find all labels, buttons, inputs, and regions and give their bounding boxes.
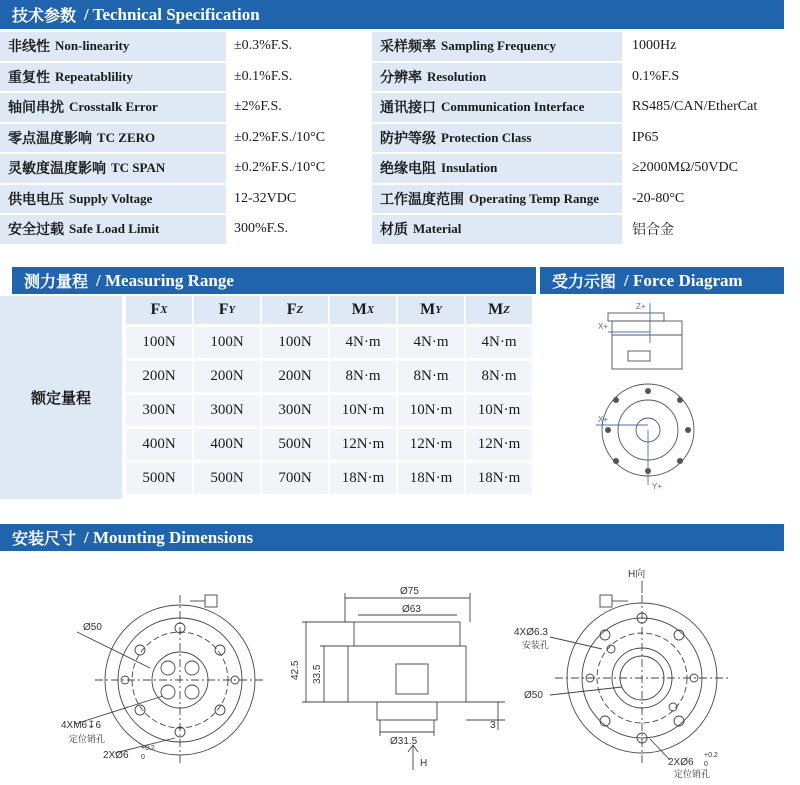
mid-d75-label: Ø75 bbox=[400, 586, 419, 597]
right-pin-dim-label: 2XØ6 bbox=[668, 757, 694, 768]
tech-spec-header bbox=[0, 0, 784, 29]
range-row bbox=[126, 395, 534, 429]
mount-drawing-left bbox=[55, 560, 275, 780]
x-axis-label-top: X+ bbox=[598, 322, 609, 331]
range-cell: 12N·m bbox=[398, 429, 464, 460]
spec-value: IP65 bbox=[624, 124, 778, 153]
spec-value: 12-32VDC bbox=[228, 185, 370, 214]
range-grid bbox=[126, 296, 534, 497]
mount-drawing-right bbox=[510, 565, 780, 780]
range-row bbox=[126, 361, 534, 395]
range-cell: 4N·m bbox=[466, 327, 532, 358]
range-cell: 18N·m bbox=[398, 463, 464, 494]
col-header: F Y bbox=[194, 296, 260, 324]
range-cell: 300N bbox=[126, 395, 192, 426]
spec-value: 300%F.S. bbox=[228, 215, 370, 244]
spec-label: 防护等级 Protection Class bbox=[372, 124, 622, 153]
range-cell: 8N·m bbox=[398, 361, 464, 392]
mid-h335-label: 33.5 bbox=[312, 664, 323, 684]
spec-label: 轴间串扰 Crosstalk Error bbox=[0, 93, 226, 122]
measuring-range-table bbox=[0, 296, 536, 499]
spec-label: 非线性 Non-linearity bbox=[0, 32, 226, 61]
rated-range-label: 额定量程 bbox=[0, 296, 122, 499]
range-row bbox=[126, 327, 534, 361]
spec-value: ±0.2%F.S./10°C bbox=[228, 154, 370, 183]
spec-row bbox=[0, 185, 784, 216]
mid-d63-label: Ø63 bbox=[402, 604, 421, 615]
left-pin-dim-label: 2XØ6 bbox=[103, 750, 129, 761]
range-header bbox=[12, 267, 536, 294]
z-axis-label: Z+ bbox=[636, 302, 646, 311]
force-header bbox=[540, 267, 784, 294]
right-tol-top: +0.2 bbox=[704, 752, 718, 759]
spec-label: 零点温度影响 TC ZERO bbox=[0, 124, 226, 153]
col-header: M Z bbox=[466, 296, 532, 324]
y-axis-label: Y+ bbox=[652, 482, 663, 491]
range-cell: 400N bbox=[126, 429, 192, 460]
spec-value: 铝合金 bbox=[624, 215, 778, 244]
spec-value: 0.1%F.S bbox=[624, 63, 778, 92]
spec-label: 分辨率 Resolution bbox=[372, 63, 622, 92]
mid-h-label: H bbox=[420, 758, 428, 769]
tech-spec-title-cn: 技术参数 bbox=[12, 6, 77, 25]
left-pin-hole-label: 定位销孔 bbox=[69, 734, 106, 744]
col-header: M X bbox=[330, 296, 396, 324]
left-tol-top: +0.2 bbox=[141, 745, 155, 752]
mount-title-cn: 安装尺寸 bbox=[12, 529, 77, 548]
range-cell: 12N·m bbox=[466, 429, 532, 460]
mount-drawing-middle bbox=[280, 580, 510, 780]
range-cell: 200N bbox=[126, 361, 192, 392]
range-row bbox=[126, 463, 534, 497]
spec-value: ±2%F.S. bbox=[228, 93, 370, 122]
range-title-cn: 测力量程 bbox=[24, 272, 89, 291]
range-header-row bbox=[126, 296, 534, 327]
x-axis-label-bottom: X+ bbox=[598, 415, 609, 424]
spec-row bbox=[0, 154, 784, 185]
right-tol-bottom: 0 bbox=[704, 761, 708, 768]
range-cell: 18N·m bbox=[330, 463, 396, 494]
col-header: M Y bbox=[398, 296, 464, 324]
spec-value: ±0.1%F.S. bbox=[228, 63, 370, 92]
spec-value: ±0.3%F.S. bbox=[228, 32, 370, 61]
spec-value: RS485/CAN/EtherCat bbox=[624, 93, 778, 122]
spec-row bbox=[0, 215, 784, 246]
force-title-cn: 受力示图 bbox=[552, 272, 617, 291]
left-tol-bottom: 0 bbox=[141, 754, 145, 761]
mount-header bbox=[0, 524, 784, 551]
spec-value: 1000Hz bbox=[624, 32, 778, 61]
spec-value: ≥2000MΩ/50VDC bbox=[624, 154, 778, 183]
spec-label: 重复性 Repeatablility bbox=[0, 63, 226, 92]
spec-label: 采样频率 Sampling Frequency bbox=[372, 32, 622, 61]
range-cell: 100N bbox=[126, 327, 192, 358]
range-cell: 100N bbox=[194, 327, 260, 358]
left-thread-label: 4XM6↧6 bbox=[61, 720, 102, 731]
range-cell: 700N bbox=[262, 463, 328, 494]
spec-row bbox=[0, 63, 784, 94]
range-cell: 10N·m bbox=[398, 395, 464, 426]
range-cell: 100N bbox=[262, 327, 328, 358]
spec-label: 供电电压 Supply Voltage bbox=[0, 185, 226, 214]
range-cell: 12N·m bbox=[330, 429, 396, 460]
range-cell: 500N bbox=[126, 463, 192, 494]
mid-3-label: 3 bbox=[490, 720, 496, 731]
right-pin-hole-label: 定位销孔 bbox=[674, 769, 711, 779]
range-cell: 200N bbox=[194, 361, 260, 392]
spec-label: 材质 Material bbox=[372, 215, 622, 244]
range-cell: 500N bbox=[262, 429, 328, 460]
right-mount-hole-label: 安装孔 bbox=[522, 640, 550, 650]
spec-label: 安全过载 Safe Load Limit bbox=[0, 215, 226, 244]
range-cell: 18N·m bbox=[466, 463, 532, 494]
spec-label: 工作温度范围 Operating Temp Range bbox=[372, 185, 622, 214]
tech-spec-table bbox=[0, 32, 784, 246]
tech-spec-title-en: / Technical Specification bbox=[84, 4, 260, 24]
spec-value: ±0.2%F.S./10°C bbox=[228, 124, 370, 153]
mount-title-en: / Mounting Dimensions bbox=[84, 527, 254, 547]
force-title-en: / Force Diagram bbox=[624, 270, 743, 290]
range-cell: 8N·m bbox=[466, 361, 532, 392]
right-d50-label: Ø50 bbox=[524, 690, 543, 701]
range-cell: 4N·m bbox=[330, 327, 396, 358]
left-d50-label: Ø50 bbox=[83, 622, 102, 633]
spec-row bbox=[0, 124, 784, 155]
range-cell: 500N bbox=[194, 463, 260, 494]
force-diagram bbox=[560, 295, 710, 495]
mid-d315-label: Ø31.5 bbox=[390, 736, 418, 747]
spec-label: 绝缘电阻 Insulation bbox=[372, 154, 622, 183]
range-cell: 200N bbox=[262, 361, 328, 392]
range-cell: 10N·m bbox=[466, 395, 532, 426]
range-row bbox=[126, 429, 534, 463]
right-h-direction-label: H向 bbox=[628, 569, 646, 580]
range-cell: 10N·m bbox=[330, 395, 396, 426]
range-cell: 4N·m bbox=[398, 327, 464, 358]
range-cell: 8N·m bbox=[330, 361, 396, 392]
spec-label: 通讯接口 Communication Interface bbox=[372, 93, 622, 122]
mid-h425-label: 42.5 bbox=[290, 660, 301, 680]
col-header: F X bbox=[126, 296, 192, 324]
spec-row bbox=[0, 93, 784, 124]
col-header: F Z bbox=[262, 296, 328, 324]
range-cell: 400N bbox=[194, 429, 260, 460]
spec-value: -20-80°C bbox=[624, 185, 778, 214]
right-holes-label: 4XØ6.3 bbox=[514, 627, 548, 638]
spec-label: 灵敏度温度影响 TC SPAN bbox=[0, 154, 226, 183]
range-title-en: / Measuring Range bbox=[96, 270, 234, 290]
range-cell: 300N bbox=[194, 395, 260, 426]
range-cell: 300N bbox=[262, 395, 328, 426]
spec-row bbox=[0, 32, 784, 63]
